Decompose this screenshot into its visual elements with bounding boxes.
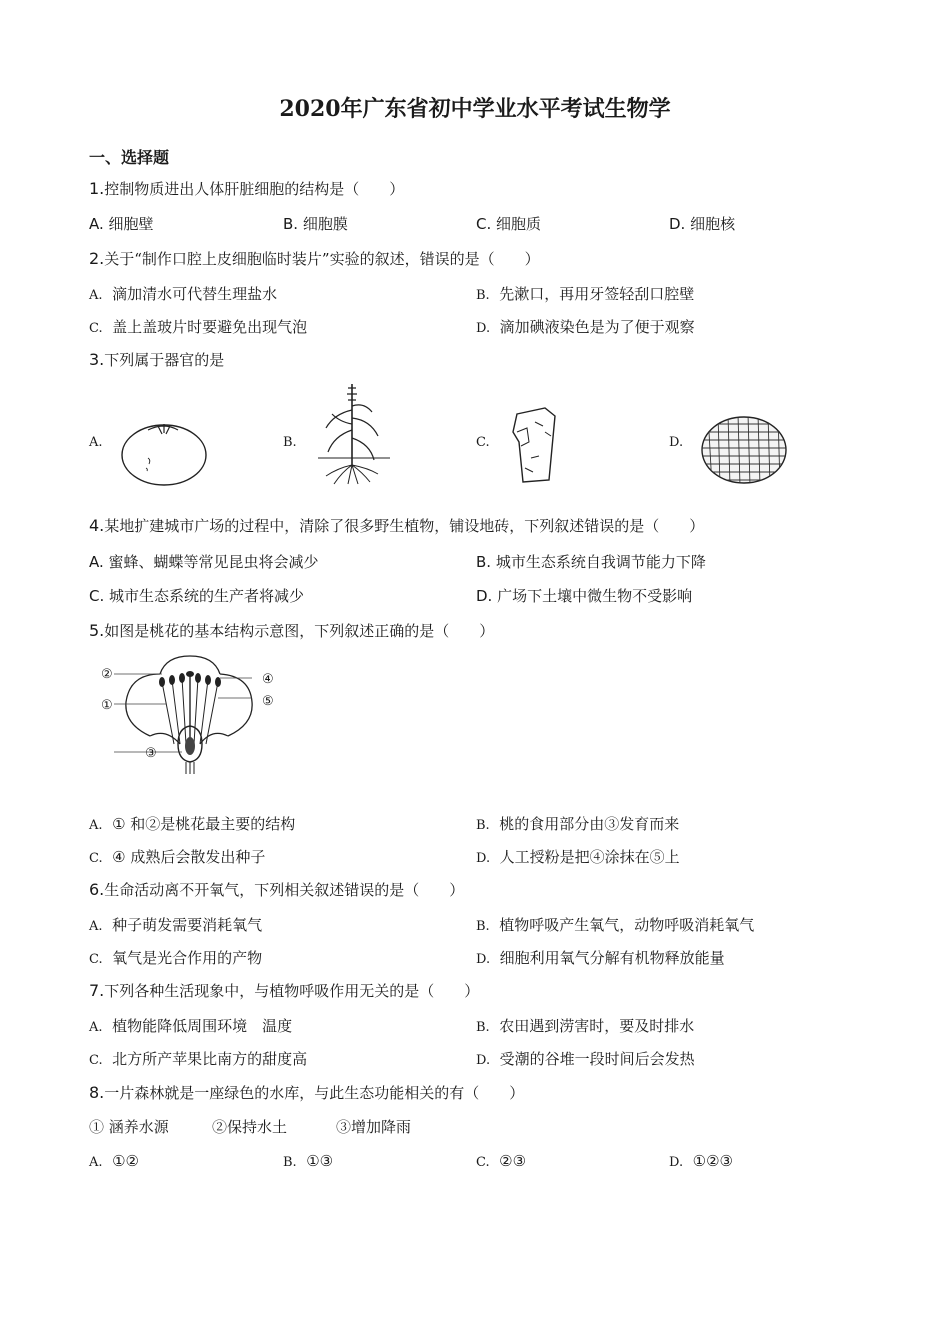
option-8c: C. ②③ [476, 1152, 527, 1170]
option-6c: C. 氧气是光合作用的产物 [89, 949, 263, 967]
section-heading: 一、选择题 [89, 148, 170, 167]
question-number: 3. [89, 350, 105, 369]
diagram-label-5: ⑤ [262, 694, 274, 709]
question-number: 1. [89, 179, 105, 198]
option-2b: B. 先漱口，再用牙签轻刮口腔壁 [476, 285, 695, 303]
statement-2: ②保持水土 [212, 1118, 288, 1136]
option-4b: B. 城市生态系统自我调节能力下降 [476, 553, 706, 571]
question-text: 如图是桃花的基本结构示意图，下列叙述正确的是（ ） [104, 622, 495, 640]
option-4d: D. 广场下土壤中微生物不受影响 [476, 587, 693, 605]
question-text: 下列各种生活现象中，与植物呼吸作用无关的是（ ） [104, 982, 480, 1000]
statement-1: ① 涵养水源 [89, 1118, 169, 1136]
question-number: 2. [89, 249, 105, 268]
option-2a: A. 滴加清水可代替生理盐水 [89, 285, 278, 303]
diagram-label-2: ② [101, 667, 113, 682]
option-6a: A. 种子萌发需要消耗氧气 [89, 916, 263, 934]
option-7d: D. 受潮的谷堆一段时间后会发热 [476, 1050, 695, 1068]
statement-3: ③增加降雨 [336, 1118, 412, 1136]
diagram-label-4: ④ [262, 672, 274, 687]
option-5b: B. 桃的食用部分由③发育而来 [476, 815, 680, 833]
question-text: 控制物质进出人体肝脏细胞的结构是（ ） [104, 180, 405, 198]
option-3a-label: A. [89, 435, 103, 450]
question-number: 5. [89, 621, 105, 640]
option-8a: A. ①② [89, 1152, 139, 1170]
option-3d-label: D. [669, 435, 684, 450]
option-1b: B. 细胞膜 [283, 215, 348, 233]
question-4 [89, 515, 704, 536]
option-1c: C. 细胞质 [476, 215, 542, 233]
option-4a: A. 蜜蜂、蝴蝶等常见昆虫将会减少 [89, 553, 319, 571]
diagram-label-3: ③ [145, 746, 157, 761]
option-1d: D. 细胞核 [669, 215, 736, 233]
question-text: 一片森林就是一座绿色的水库，与此生态功能相关的有（ ） [104, 1084, 525, 1102]
question-1 [89, 178, 404, 199]
option-5c: C. ④ 成熟后会散发出种子 [89, 848, 266, 866]
question-7 [89, 980, 479, 1001]
option-4c: C. 城市生态系统的生产者将减少 [89, 587, 305, 605]
option-2c: C. 盖上盖玻片时要避免出现气泡 [89, 318, 308, 336]
option-5a: A. ① 和②是桃花最主要的结构 [89, 815, 296, 833]
question-number: 4. [89, 516, 105, 535]
question-6 [89, 879, 464, 900]
question-number: 7. [89, 981, 105, 1000]
question-8 [89, 1082, 524, 1103]
option-8d: D. ①②③ [669, 1152, 733, 1170]
option-7c: C. 北方所产苹果比南方的甜度高 [89, 1050, 308, 1068]
question-text: 某地扩建城市广场的过程中，清除了很多野生植物，铺设地砖，下列叙述错误的是（ ） [104, 517, 705, 535]
question-text: 下列属于器官的是 [104, 351, 225, 369]
option-5d: D. 人工授粉是把④涂抹在⑤上 [476, 848, 680, 866]
question-number: 6. [89, 880, 105, 899]
tomato-illustration [118, 418, 210, 488]
option-7a: A. 植物能降低周围环境 温度 [89, 1017, 293, 1035]
question-5 [89, 620, 494, 641]
tissue-block-illustration [505, 402, 565, 487]
option-6d: D. 细胞利用氧气分解有机物释放能量 [476, 949, 725, 967]
option-2d: D. 滴加碘液染色是为了便于观察 [476, 318, 695, 336]
question-number: 8. [89, 1083, 105, 1102]
question-3 [89, 349, 224, 370]
option-3b-label: B. [283, 435, 297, 450]
question-text: 生命活动离不开氧气，下列相关叙述错误的是（ ） [104, 881, 465, 899]
option-6b: B. 植物呼吸产生氧气，动物呼吸消耗氧气 [476, 916, 755, 934]
option-8b: B. ①③ [283, 1152, 334, 1170]
corn-plant-illustration [312, 380, 394, 490]
page-title: 2020年广东省初中学业水平考试生物学 [279, 96, 671, 122]
cell-cluster-illustration [700, 414, 788, 486]
option-1a: A. 细胞壁 [89, 215, 154, 233]
question-2 [89, 248, 540, 269]
option-3c-label: C. [476, 435, 490, 450]
option-7b: B. 农田遇到涝害时，要及时排水 [476, 1017, 695, 1035]
diagram-label-1: ① [101, 698, 113, 713]
question-text: 关于“制作口腔上皮细胞临时装片”实验的叙述，错误的是（ ） [104, 250, 540, 268]
